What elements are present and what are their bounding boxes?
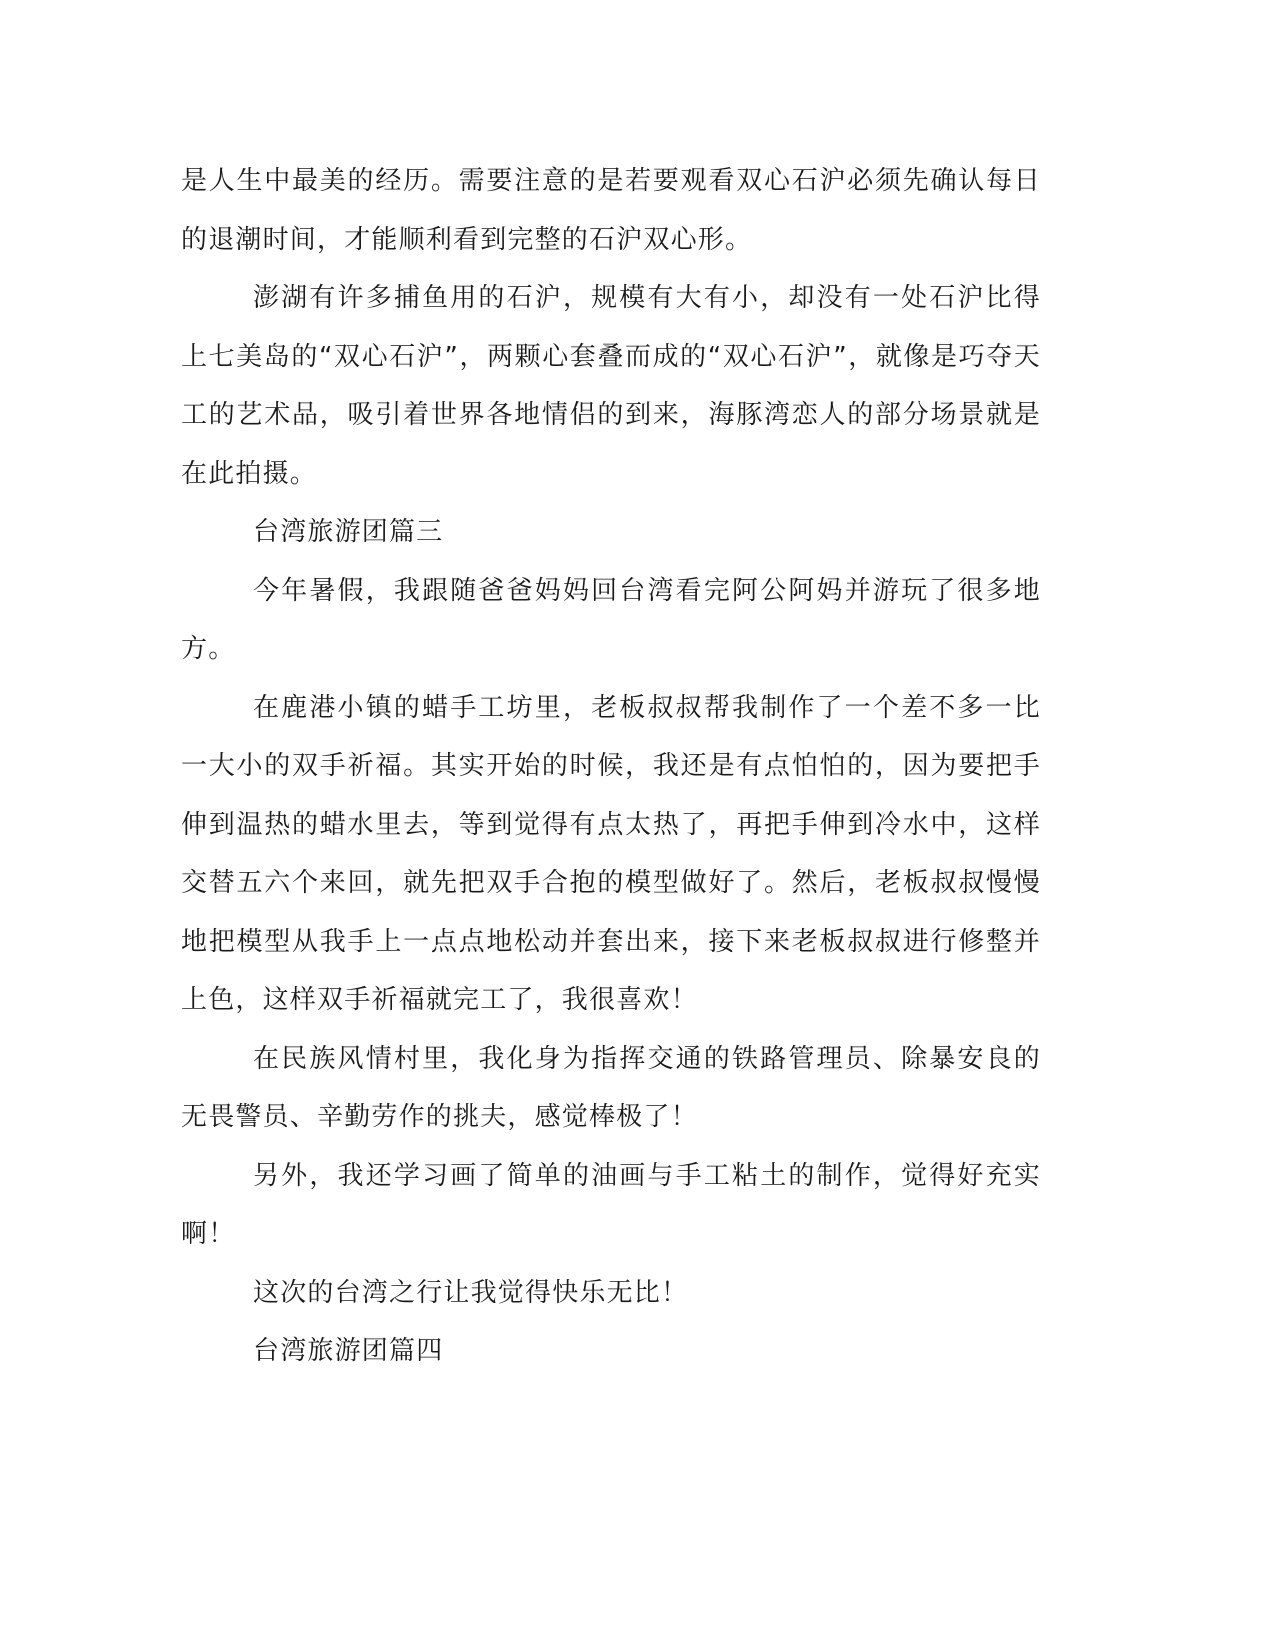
document-body: [181, 152, 1041, 1381]
paragraph-continuation: 是人生中最美的经历。需要注意的是若要观看双心石沪必须先确认每日的退潮时间，才能顺利看到完整的石沪双心形。: [181, 166, 1041, 255]
section-heading-part-three: 台湾旅游团篇三: [253, 517, 444, 547]
paragraph-painting-clay: 另外，我还学习画了简单的油画与手工粘土的制作，觉得好充实啊！: [181, 1160, 1041, 1249]
paragraph-folk-village: 在民族风情村里，我化身为指挥交通的铁路管理员、除暴安良的无畏警员、辛勤劳作的挑夫，感觉棒极了！: [181, 1043, 1041, 1132]
paragraph-wax-workshop: 在鹿港小镇的蜡手工坊里，老板叔叔帮我制作了一个差不多一比一大小的双手祈福。其实开始的时候，我还是有点怕怕的，因为要把手伸到温热的蜡水里去，等到觉得有点太热了，再把手伸到冷水中，这样交替五六个来回，就先把双手合抱的模型做好了。然后，老板叔叔慢慢地把模型从我手上一点点地松动并套出来，接下来老板叔叔进行修整并上色，这样双手祈福就完工了，我很喜欢！: [181, 692, 1041, 1015]
paragraph-penghu-stone-weir: 澎湖有许多捕鱼用的石沪，规模有大有小，却没有一处石沪比得上七美岛的“双心石沪”，两颗心套叠而成的“双心石沪”，就像是巧夺天工的艺术品，吸引着世界各地情侣的到来，海豚湾恋人的部分场景就是在此拍摄。: [181, 283, 1041, 489]
paragraph-summer-vacation: 今年暑假，我跟随爸爸妈妈回台湾看完阿公阿妈并游玩了很多地方。: [181, 575, 1041, 664]
section-heading-part-four: 台湾旅游团篇四: [253, 1336, 444, 1366]
paragraph-conclusion: 这次的台湾之行让我觉得快乐无比！: [253, 1277, 689, 1308]
